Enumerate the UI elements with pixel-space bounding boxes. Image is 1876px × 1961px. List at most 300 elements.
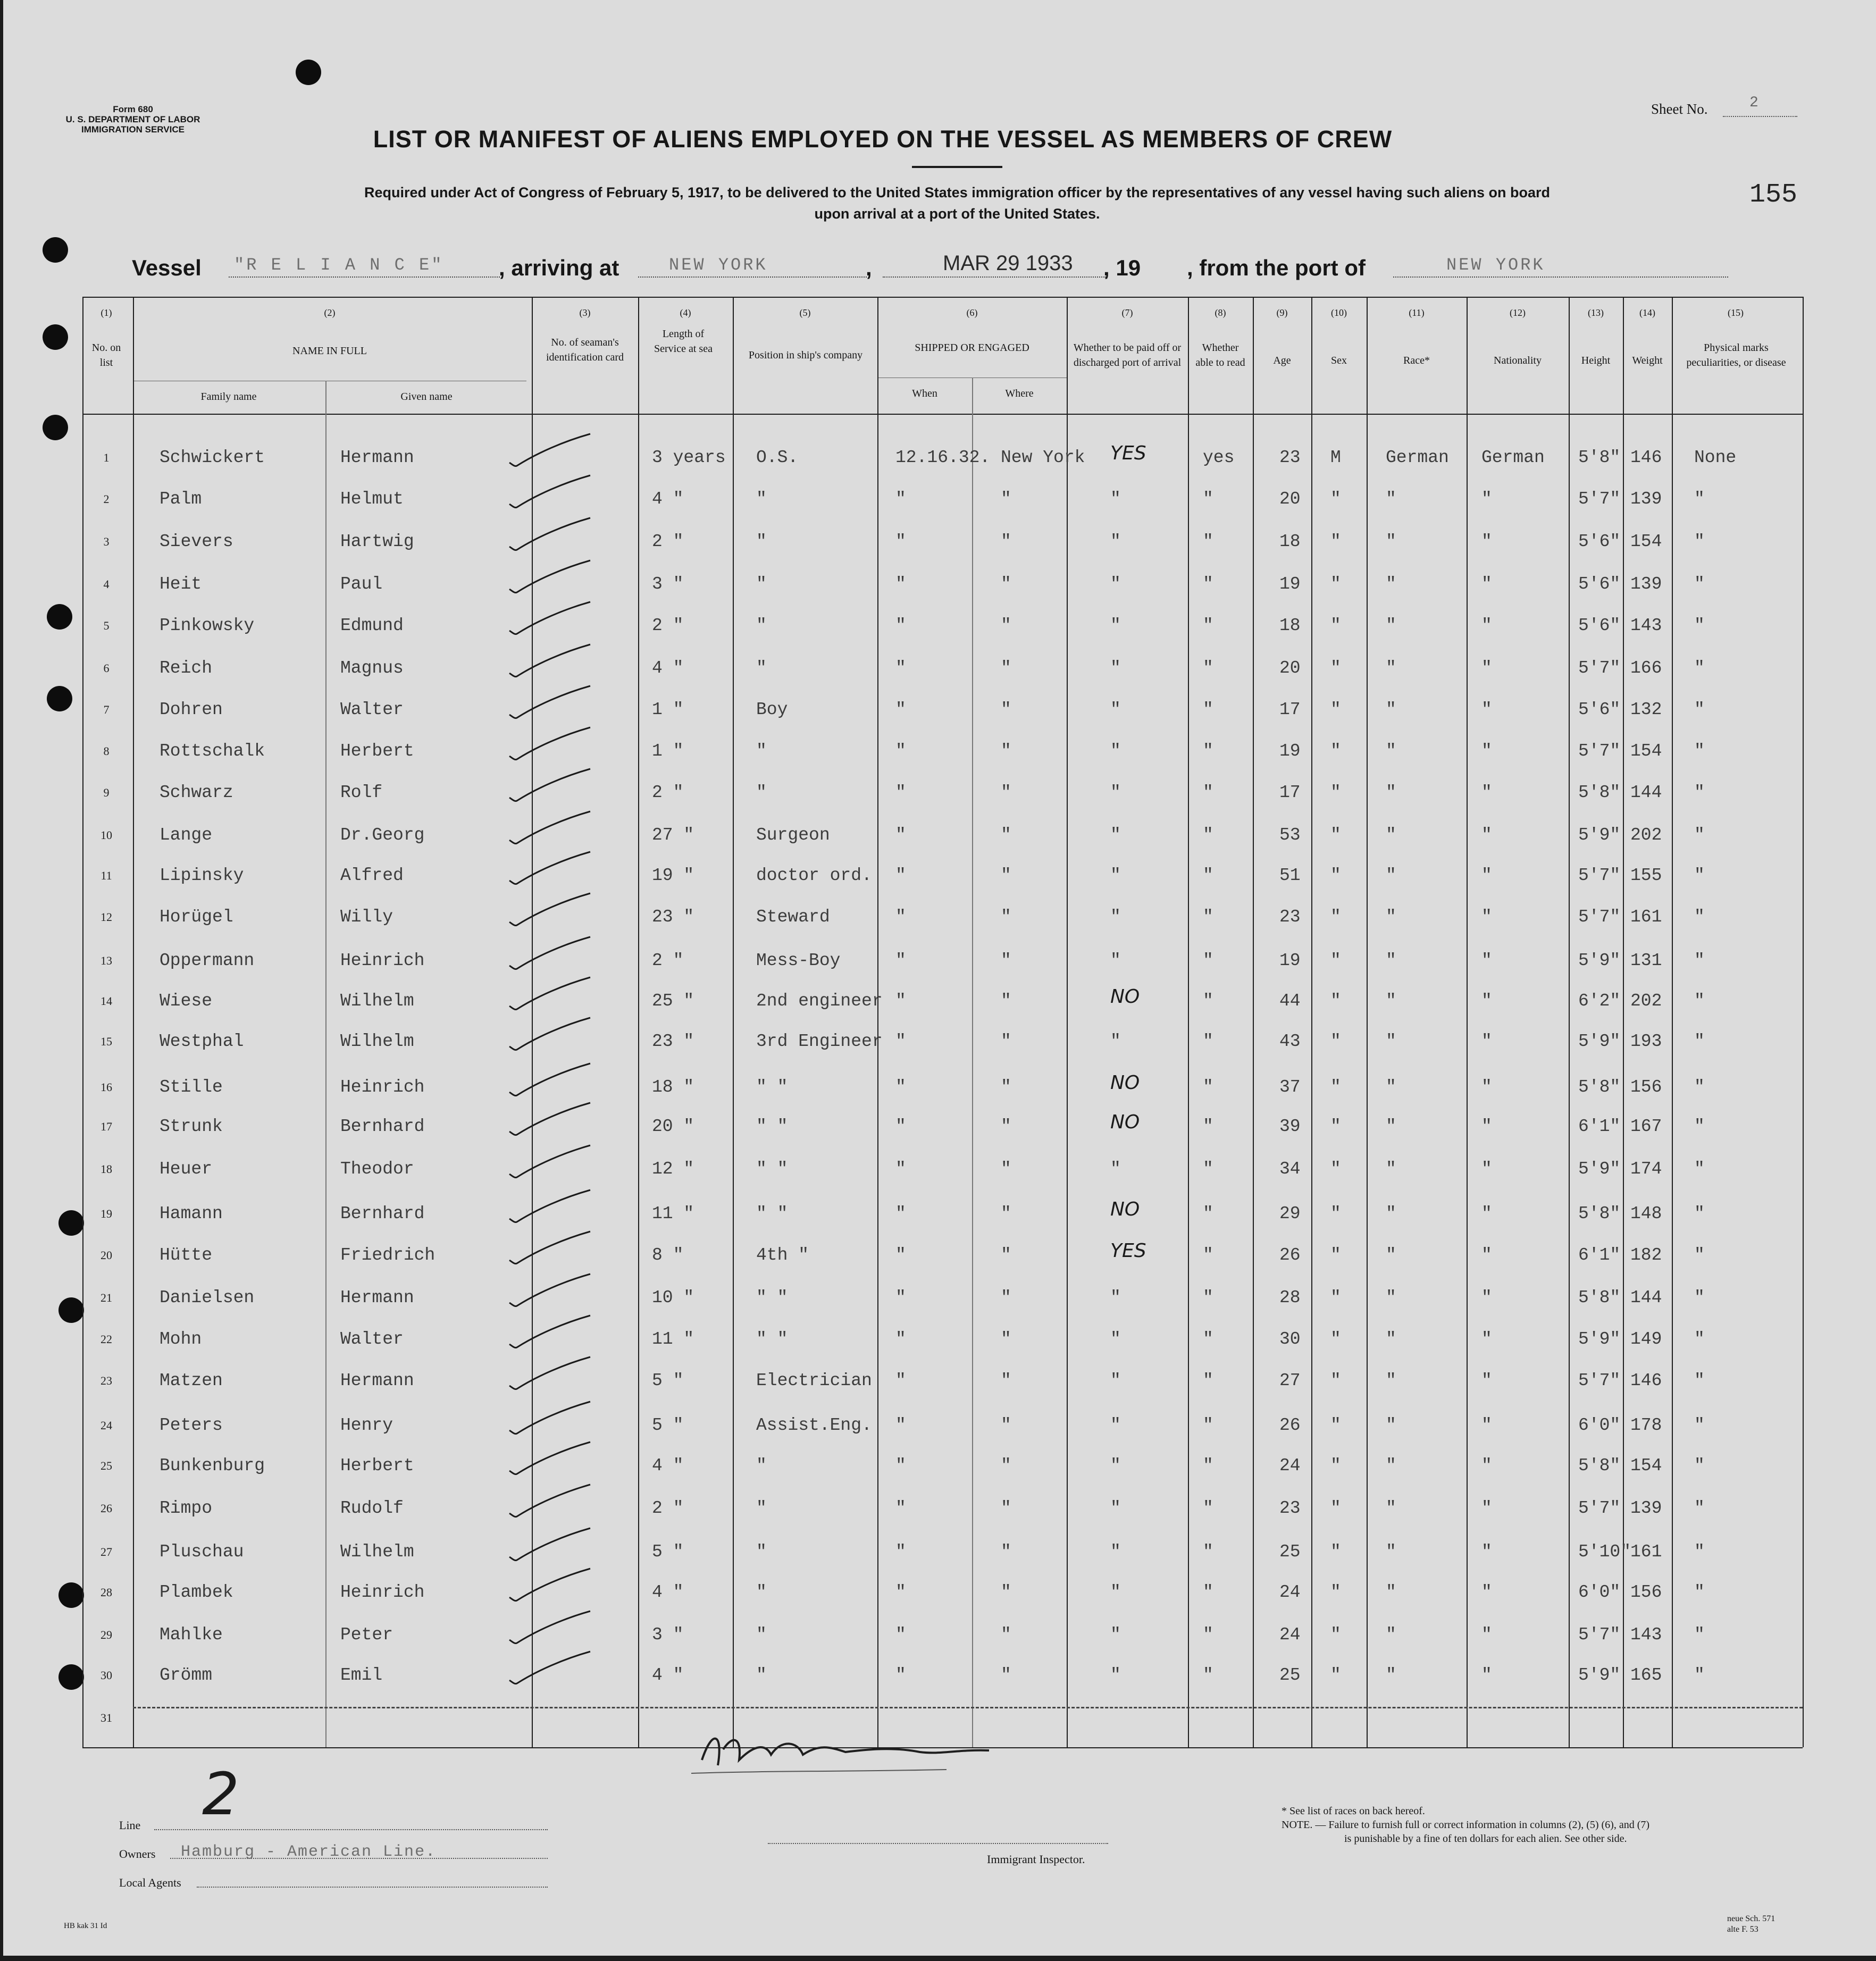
cell-race: " xyxy=(1386,700,1396,719)
cell-weight: 154 xyxy=(1630,1456,1662,1476)
cell-paid-off: " xyxy=(1110,1456,1121,1476)
cell-physical-marks: " xyxy=(1694,1498,1705,1518)
cell-physical-marks: " xyxy=(1694,1582,1705,1602)
cell-position: " xyxy=(756,741,767,761)
check-mark-icon xyxy=(505,600,596,642)
cell-length-service: 4 " xyxy=(652,1456,684,1476)
cell-nationality: " xyxy=(1481,1245,1492,1265)
cell-nationality: " xyxy=(1481,1415,1492,1435)
cell-physical-marks: " xyxy=(1694,951,1705,970)
cell-age: 44 xyxy=(1279,991,1301,1011)
cell-shipped-when: " xyxy=(895,783,906,802)
cell-race: " xyxy=(1386,825,1396,845)
cell-nationality: " xyxy=(1481,1371,1492,1390)
cell-given-name: Edmund xyxy=(340,616,404,635)
cell-shipped-where: " xyxy=(1001,907,1011,927)
cell-shipped-when: " xyxy=(895,1245,906,1265)
cell-length-service: 3 " xyxy=(652,1625,684,1645)
punch-hole xyxy=(47,604,72,630)
cell-shipped-when: " xyxy=(895,866,906,885)
row-number: 11 xyxy=(100,869,112,882)
cell-weight: 165 xyxy=(1630,1665,1662,1685)
cell-age: 20 xyxy=(1279,489,1301,509)
cell-family-name: Pluschau xyxy=(160,1542,244,1562)
cell-shipped-where: " xyxy=(1001,1117,1011,1136)
row-number: 31 xyxy=(100,1711,112,1724)
row-number: 24 xyxy=(100,1419,112,1432)
col-num-8: (8) xyxy=(1215,307,1226,318)
cell-nationality: " xyxy=(1481,741,1492,761)
column-rule xyxy=(133,297,134,1747)
cell-shipped-where: " xyxy=(1001,1456,1011,1476)
cell-given-name: Hermann xyxy=(340,448,414,467)
cell-position: O.S. xyxy=(756,448,799,467)
cell-given-name: Wilhelm xyxy=(340,1032,414,1051)
cell-age: 25 xyxy=(1279,1665,1301,1685)
cell-paid-off: " xyxy=(1110,1542,1121,1562)
cell-position: " " xyxy=(756,1159,788,1179)
cell-length-service: 5 " xyxy=(652,1542,684,1562)
line-label: Line xyxy=(119,1818,141,1832)
cell-age: 20 xyxy=(1279,658,1301,678)
cell-shipped-where: " xyxy=(1001,1582,1011,1602)
cell-race: " xyxy=(1386,616,1396,635)
cell-able-read: " xyxy=(1203,489,1213,509)
cell-race: " xyxy=(1386,1371,1396,1390)
row-number: 17 xyxy=(100,1120,112,1133)
cell-paid-off: NO xyxy=(1110,986,1140,1008)
row-number: 22 xyxy=(100,1333,112,1346)
check-mark-icon xyxy=(505,891,596,934)
cell-length-service: 1 " xyxy=(652,741,684,761)
check-mark-icon xyxy=(505,809,596,852)
cell-physical-marks: " xyxy=(1694,741,1705,761)
column-rule xyxy=(1067,297,1068,1747)
row-number: 2 xyxy=(103,492,110,506)
cell-sex: " xyxy=(1330,1077,1341,1097)
cell-able-read: " xyxy=(1203,1582,1213,1602)
cell-family-name: Hamann xyxy=(160,1204,223,1223)
header-name-in-full: NAME IN FULL xyxy=(292,345,367,357)
cell-race: " xyxy=(1386,1117,1396,1136)
cell-paid-off: " xyxy=(1110,907,1121,927)
vessel-name: "R E L I A N C E" xyxy=(234,255,444,275)
cell-sex: " xyxy=(1330,658,1341,678)
cell-position: " " xyxy=(756,1329,788,1349)
cell-physical-marks: " xyxy=(1694,532,1705,551)
cell-height: 5'6" xyxy=(1578,532,1621,551)
row-number: 20 xyxy=(100,1248,112,1262)
row-number: 21 xyxy=(100,1291,112,1304)
check-mark-icon xyxy=(505,684,596,726)
cell-sex: " xyxy=(1330,1625,1341,1645)
cell-given-name: Helmut xyxy=(340,489,404,509)
cell-length-service: 5 " xyxy=(652,1415,684,1435)
service-name: IMMIGRATION SERVICE xyxy=(81,124,185,135)
cell-length-service: 10 " xyxy=(652,1288,694,1308)
cell-sex: M xyxy=(1330,448,1341,467)
header-shipped-engaged: SHIPPED OR ENGAGED xyxy=(915,342,1029,354)
cell-sex: " xyxy=(1330,1415,1341,1435)
cell-shipped-when: " xyxy=(895,1625,906,1645)
cell-length-service: 11 " xyxy=(652,1204,694,1223)
cell-nationality: " xyxy=(1481,866,1492,885)
cell-shipped-where: " xyxy=(1001,532,1011,551)
cell-weight: 143 xyxy=(1630,1625,1662,1645)
cell-sex: " xyxy=(1330,825,1341,845)
cell-race: " xyxy=(1386,489,1396,509)
punch-hole xyxy=(296,60,321,85)
cell-race: " xyxy=(1386,1625,1396,1645)
cell-height: 5'7" xyxy=(1578,1625,1621,1645)
cell-race: " xyxy=(1386,1032,1396,1051)
cell-shipped-when: " xyxy=(895,951,906,970)
cell-physical-marks: " xyxy=(1694,1456,1705,1476)
cell-age: 34 xyxy=(1279,1159,1301,1179)
cell-physical-marks: " xyxy=(1694,616,1705,635)
cell-family-name: Lange xyxy=(160,825,213,845)
column-rule xyxy=(1253,297,1254,1747)
cell-shipped-where: " xyxy=(1001,741,1011,761)
cell-shipped-when: " xyxy=(895,700,906,719)
cell-paid-off: " xyxy=(1110,1371,1121,1390)
cell-height: 5'10" xyxy=(1578,1542,1631,1562)
cell-age: 53 xyxy=(1279,825,1301,845)
cell-physical-marks: " xyxy=(1694,1077,1705,1097)
punch-hole xyxy=(58,1297,84,1323)
cell-length-service: 23 " xyxy=(652,907,694,927)
cell-position: Electrician xyxy=(756,1371,872,1390)
col-num-10: (10) xyxy=(1331,307,1347,318)
cell-given-name: Magnus xyxy=(340,658,404,678)
cell-weight: 178 xyxy=(1630,1415,1662,1435)
punch-hole xyxy=(43,237,68,263)
cell-race: " xyxy=(1386,907,1396,927)
cell-race: " xyxy=(1386,783,1396,802)
cell-family-name: Sievers xyxy=(160,532,233,551)
cell-sex: " xyxy=(1330,907,1341,927)
cell-race: " xyxy=(1386,1329,1396,1349)
cell-height: 5'7" xyxy=(1578,1371,1621,1390)
column-rule xyxy=(1367,297,1368,1747)
header-given-name: Given name xyxy=(400,391,453,403)
cell-family-name: Peters xyxy=(160,1415,223,1435)
cell-shipped-when: " xyxy=(895,489,906,509)
cell-able-read: " xyxy=(1203,741,1213,761)
cell-shipped-where: " xyxy=(1001,574,1011,594)
cell-sex: " xyxy=(1330,951,1341,970)
check-mark-icon xyxy=(505,1526,596,1569)
row-number: 19 xyxy=(100,1207,112,1220)
cell-sex: " xyxy=(1330,1665,1341,1685)
cell-given-name: Willy xyxy=(340,907,393,927)
cell-height: 5'9" xyxy=(1578,825,1621,845)
cell-given-name: Wilhelm xyxy=(340,991,414,1011)
cell-physical-marks: " xyxy=(1694,1032,1705,1051)
header-where: Where xyxy=(1005,388,1034,399)
cell-physical-marks: " xyxy=(1694,1117,1705,1136)
cell-weight: 146 xyxy=(1630,448,1662,467)
check-mark-icon xyxy=(505,1355,596,1397)
cell-family-name: Danielsen xyxy=(160,1288,255,1308)
cell-position: " xyxy=(756,1456,767,1476)
cell-sex: " xyxy=(1330,1032,1341,1051)
row-number: 6 xyxy=(103,661,110,675)
column-rule xyxy=(877,297,878,1747)
cell-physical-marks: " xyxy=(1694,1329,1705,1349)
cell-sex: " xyxy=(1330,1498,1341,1518)
cell-height: 6'1" xyxy=(1578,1245,1621,1265)
cell-weight: 139 xyxy=(1630,574,1662,594)
cell-age: 23 xyxy=(1279,907,1301,927)
cell-paid-off: " xyxy=(1110,783,1121,802)
cell-given-name: Bernhard xyxy=(340,1204,425,1223)
cell-age: 26 xyxy=(1279,1245,1301,1265)
cell-given-name: Paul xyxy=(340,574,383,594)
cell-shipped-when: " xyxy=(895,1542,906,1562)
line-value: 2 xyxy=(202,1760,239,1828)
cell-position: " xyxy=(756,1582,767,1602)
cell-able-read: " xyxy=(1203,1371,1213,1390)
cell-family-name: Pinkowsky xyxy=(160,616,255,635)
row-number: 26 xyxy=(100,1502,112,1515)
cell-shipped-when: " xyxy=(895,658,906,678)
column-rule xyxy=(82,297,83,1747)
cell-nationality: " xyxy=(1481,532,1492,551)
cell-position: " xyxy=(756,1665,767,1685)
cell-age: 26 xyxy=(1279,1415,1301,1435)
cell-age: 27 xyxy=(1279,1371,1301,1390)
cell-race: " xyxy=(1386,1204,1396,1223)
cell-paid-off: " xyxy=(1110,574,1121,594)
cell-family-name: Horügel xyxy=(160,907,233,927)
header-length-service: Length of Service at sea xyxy=(654,328,713,355)
page-number: 155 xyxy=(1749,180,1798,210)
cell-shipped-where: " xyxy=(1001,1415,1011,1435)
col-num-7: (7) xyxy=(1121,307,1133,318)
cell-nationality: " xyxy=(1481,1117,1492,1136)
cell-physical-marks: " xyxy=(1694,1665,1705,1685)
cell-given-name: Walter xyxy=(340,700,404,719)
cell-length-service: 12 " xyxy=(652,1159,694,1179)
sheet-number-label: Sheet No. xyxy=(1651,101,1708,117)
cell-height: 5'8" xyxy=(1578,1077,1621,1097)
row-number: 9 xyxy=(103,786,110,799)
cell-race: " xyxy=(1386,991,1396,1011)
arrival-date-stamp: MAR 29 1933 xyxy=(943,252,1073,275)
check-mark-icon xyxy=(505,1566,596,1609)
column-rule xyxy=(1672,297,1673,1747)
col-num-9: (9) xyxy=(1276,307,1288,318)
cell-position: " " xyxy=(756,1077,788,1097)
cell-height: 5'8" xyxy=(1578,1204,1621,1223)
cell-nationality: " xyxy=(1481,1498,1492,1518)
legal-requirement-line-1: Required under Act of Congress of February 5, 1917, to be delivered to the United States immigration officer by the representatives of any vessel having such aliens on board xyxy=(364,185,1551,200)
cell-nationality: " xyxy=(1481,1288,1492,1308)
cell-paid-off: " xyxy=(1110,1498,1121,1518)
cell-position: Surgeon xyxy=(756,825,830,845)
cell-paid-off: YES xyxy=(1110,442,1146,464)
arriving-label: , arriving at xyxy=(499,255,619,280)
cell-weight: 139 xyxy=(1630,1498,1662,1518)
cell-age: 18 xyxy=(1279,616,1301,635)
cell-given-name: Walter xyxy=(340,1329,404,1349)
cell-age: 19 xyxy=(1279,951,1301,970)
row-number: 25 xyxy=(100,1459,112,1472)
cell-shipped-where: " xyxy=(1001,1625,1011,1645)
owners-label: Owners xyxy=(119,1847,156,1861)
cell-able-read: " xyxy=(1203,1245,1213,1265)
cell-height: 5'8" xyxy=(1578,783,1621,802)
cell-shipped-when: " xyxy=(895,1329,906,1349)
col-num-4: (4) xyxy=(680,307,691,318)
check-mark-icon xyxy=(505,1609,596,1652)
cell-position: 2nd engineer xyxy=(756,991,883,1011)
cell-nationality: " xyxy=(1481,1204,1492,1223)
punch-hole xyxy=(58,1582,84,1608)
cell-race: " xyxy=(1386,574,1396,594)
cell-race: " xyxy=(1386,1077,1396,1097)
cell-shipped-where: New York xyxy=(1001,448,1085,467)
col-num-1: (1) xyxy=(100,307,112,318)
cell-shipped-where: " xyxy=(1001,489,1011,509)
header-physical-marks: Physical marks peculiarities, or disease xyxy=(1686,342,1786,368)
cell-shipped-when: " xyxy=(895,741,906,761)
cell-age: 39 xyxy=(1279,1117,1301,1136)
cell-given-name: Dr.Georg xyxy=(340,825,425,845)
from-port-line xyxy=(1393,276,1728,278)
vessel-label: Vessel xyxy=(132,255,202,280)
line-field xyxy=(154,1829,548,1830)
cell-paid-off: " xyxy=(1110,951,1121,970)
cell-race: " xyxy=(1386,1665,1396,1685)
cell-length-service: 18 " xyxy=(652,1077,694,1097)
punch-hole xyxy=(43,324,68,350)
cell-able-read: " xyxy=(1203,907,1213,927)
header-position: Position in ship's company xyxy=(748,349,863,361)
cell-length-service: 3 years xyxy=(652,448,726,467)
cell-family-name: Stille xyxy=(160,1077,223,1097)
cell-age: 30 xyxy=(1279,1329,1301,1349)
cell-paid-off: " xyxy=(1110,1582,1121,1602)
cell-length-service: 4 " xyxy=(652,658,684,678)
cell-height: 5'9" xyxy=(1578,1665,1621,1685)
row-number: 18 xyxy=(100,1162,112,1176)
check-mark-icon xyxy=(505,516,596,558)
cell-weight: 131 xyxy=(1630,951,1662,970)
row-number: 3 xyxy=(103,535,110,548)
cell-height: 5'6" xyxy=(1578,700,1621,719)
col-num-5: (5) xyxy=(799,307,811,318)
cell-given-name: Hermann xyxy=(340,1371,414,1390)
cell-physical-marks: " xyxy=(1694,1204,1705,1223)
cell-paid-off: " xyxy=(1110,616,1121,635)
cell-physical-marks: " xyxy=(1694,1288,1705,1308)
cell-given-name: Herbert xyxy=(340,1456,414,1476)
schedule-ref-old: alte F. 53 xyxy=(1727,1925,1758,1934)
cell-able-read: " xyxy=(1203,783,1213,802)
cell-race: " xyxy=(1386,1582,1396,1602)
cell-weight: 202 xyxy=(1630,825,1662,845)
cell-physical-marks: " xyxy=(1694,866,1705,885)
legal-requirement-line-2: upon arrival at a port of the United States. xyxy=(814,206,1100,222)
cell-physical-marks: " xyxy=(1694,574,1705,594)
cell-nationality: " xyxy=(1481,1665,1492,1685)
cell-able-read: " xyxy=(1203,700,1213,719)
cell-physical-marks: " xyxy=(1694,1159,1705,1179)
cell-family-name: Heit xyxy=(160,574,202,594)
cell-weight: 161 xyxy=(1630,907,1662,927)
cell-able-read: " xyxy=(1203,1077,1213,1097)
cell-shipped-where: " xyxy=(1001,1498,1011,1518)
cell-weight: 144 xyxy=(1630,783,1662,802)
department-name: U. S. DEPARTMENT OF LABOR xyxy=(65,114,200,124)
cell-sex: " xyxy=(1330,1204,1341,1223)
local-agents-label: Local Agents xyxy=(119,1876,181,1889)
cell-age: 25 xyxy=(1279,1542,1301,1562)
cell-nationality: " xyxy=(1481,616,1492,635)
cell-age: 37 xyxy=(1279,1077,1301,1097)
cell-physical-marks: " xyxy=(1694,658,1705,678)
penalty-note: NOTE. — Failure to furnish full or correct information in columns (2), (5) (6), and (7) xyxy=(1282,1819,1650,1831)
row-number: 7 xyxy=(103,703,110,716)
inspector-label: Immigrant Inspector. xyxy=(987,1853,1085,1866)
punch-hole xyxy=(43,415,68,440)
from-port-label: , from the port of xyxy=(1187,255,1366,280)
cell-able-read: " xyxy=(1203,951,1213,970)
row-number: 15 xyxy=(100,1035,112,1048)
cell-sex: " xyxy=(1330,1159,1341,1179)
cell-family-name: Oppermann xyxy=(160,951,255,970)
col-num-15: (15) xyxy=(1728,307,1744,318)
cell-length-service: 25 " xyxy=(652,991,694,1011)
cell-weight: 155 xyxy=(1630,866,1662,885)
cell-able-read: " xyxy=(1203,1625,1213,1645)
vessel-name-line xyxy=(229,276,500,278)
cell-length-service: 3 " xyxy=(652,574,684,594)
cell-sex: " xyxy=(1330,1117,1341,1136)
cell-given-name: Friedrich xyxy=(340,1245,436,1265)
cell-physical-marks: " xyxy=(1694,907,1705,927)
cell-given-name: Hartwig xyxy=(340,532,414,551)
cell-physical-marks: None xyxy=(1694,448,1737,467)
cell-family-name: Reich xyxy=(160,658,213,678)
sheet-number-line xyxy=(1723,116,1797,117)
cell-family-name: Grömm xyxy=(160,1665,213,1685)
cell-position: " xyxy=(756,783,767,802)
cell-paid-off: " xyxy=(1110,1625,1121,1645)
page-edge-left xyxy=(0,0,3,1961)
check-mark-icon xyxy=(505,767,596,809)
header-when: When xyxy=(912,388,937,399)
column-rule xyxy=(1188,297,1189,1747)
check-mark-icon xyxy=(505,975,596,1018)
header-no-on-list: No. on list xyxy=(91,342,121,368)
cell-position: " " xyxy=(756,1288,788,1308)
cell-given-name: Henry xyxy=(340,1415,393,1435)
row-number: 27 xyxy=(100,1545,112,1558)
races-note: * See list of races on back hereof. xyxy=(1282,1805,1425,1817)
cell-position: 3rd Engineer xyxy=(756,1032,883,1051)
cell-position: " xyxy=(756,489,767,509)
cell-shipped-where: " xyxy=(1001,616,1011,635)
cell-able-read: " xyxy=(1203,1204,1213,1223)
cell-shipped-when: " xyxy=(895,1117,906,1136)
col-num-3: (3) xyxy=(579,307,591,318)
header-bottom-rule xyxy=(82,414,1803,415)
cell-given-name: Emil xyxy=(340,1665,383,1685)
cell-length-service: 4 " xyxy=(652,489,684,509)
